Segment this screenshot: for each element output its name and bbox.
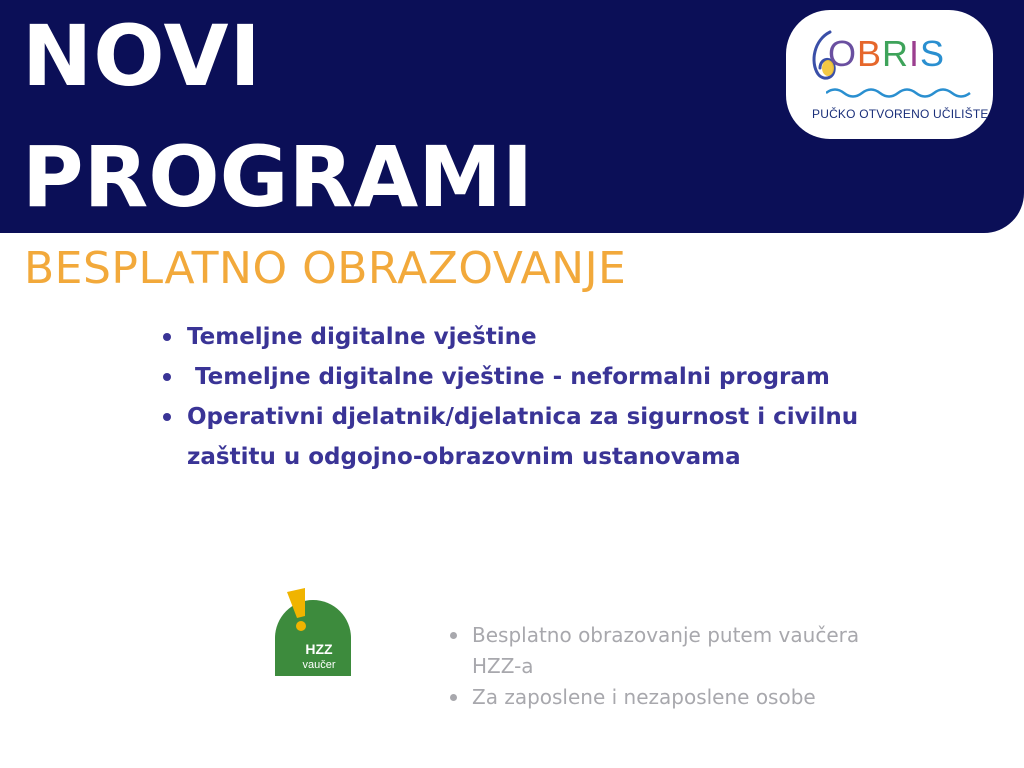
program-item [162,317,882,357]
bullet-icon [450,632,457,639]
logo-wordmark [828,33,946,74]
voucher-sublabel: vaučer [302,659,336,671]
exclamation-dot-icon [296,621,306,631]
logo-letter-b: B [857,33,883,74]
header-banner [0,0,1024,233]
info-label: Besplatno obrazovanje putem vaučera HZZ-a [472,623,860,678]
bullet-icon [163,413,171,421]
info-item [448,620,888,682]
bullet-icon [163,373,171,381]
wave-icon [826,86,976,100]
logo-letter-i: I [909,33,921,74]
program-label: Temeljne digitalne vještine - neformalni program [187,364,830,390]
program-label: Temeljne digitalne vještine [187,324,537,350]
obris-logo [786,10,993,139]
program-list [162,317,882,477]
title-line-2: PROGRAMI [22,128,534,226]
info-item [448,682,888,713]
program-item [162,357,882,397]
logo-subtitle: PUČKO OTVORENO UČILIŠTE [812,107,989,121]
bullet-icon [450,694,457,701]
bullet-icon [163,333,171,341]
voucher-label: HZZ [305,641,333,657]
logo-letter-s: S [920,33,946,74]
program-label: Operativni djelatnik/djelatnica za sigurnost i civilnu zaštitu u odgojno-obrazovnim ustanovama [187,404,859,470]
program-item [162,397,882,477]
info-label: Za zaposlene i nezaposlene osobe [472,685,816,709]
hzz-voucher-badge [275,588,355,678]
info-list [448,620,888,713]
logo-letter-o: O [828,33,858,74]
logo-letter-r: R [882,33,910,74]
title-line-1: NOVI [22,7,262,105]
free-education-heading: BESPLATNO OBRAZOVANJE [24,243,627,294]
